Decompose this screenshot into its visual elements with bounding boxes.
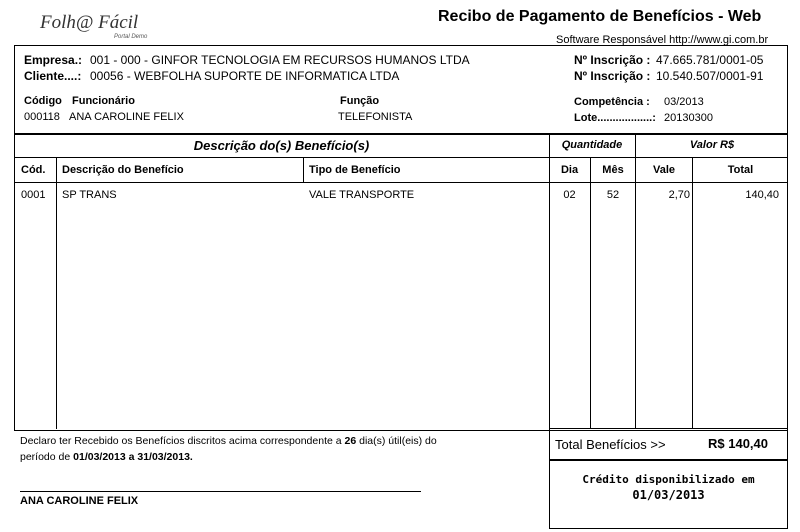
funcao-label: Função bbox=[340, 95, 380, 107]
valor-label: Valor R$ bbox=[689, 139, 735, 151]
row-tipo: VALE TRANSPORTE bbox=[309, 189, 415, 201]
funcionario-label: Funcionário bbox=[72, 95, 135, 107]
inscricao-1-value: 47.665.781/0001-05 bbox=[656, 53, 764, 67]
column-header-mes: Mês bbox=[602, 164, 624, 176]
credito-date: 01/03/2013 bbox=[632, 488, 705, 502]
divider bbox=[549, 133, 550, 429]
inscricao-2-value: 10.540.507/0001-91 bbox=[656, 69, 764, 83]
quantidade-label: Quantidade bbox=[561, 139, 623, 151]
declaration-line-1 bbox=[20, 435, 437, 447]
declaration-days: 26 bbox=[344, 435, 357, 447]
codigo-label: Código bbox=[24, 95, 62, 107]
row-vale: 2,70 bbox=[668, 189, 690, 201]
row-descricao: SP TRANS bbox=[62, 189, 117, 201]
divider bbox=[14, 182, 788, 183]
funcao-value: TELEFONISTA bbox=[338, 111, 413, 123]
divider bbox=[635, 133, 636, 429]
declaration-period: 01/03/2013 a 31/03/2013. bbox=[73, 451, 193, 463]
competencia-value: 03/2013 bbox=[664, 96, 704, 108]
row-mes: 52 bbox=[606, 189, 620, 201]
beneficios-table bbox=[14, 133, 788, 431]
cliente-value: 00056 - WEBFOLHA SUPORTE DE INFORMATICA LTDA bbox=[90, 69, 400, 83]
lote-value: 20130300 bbox=[664, 112, 713, 124]
divider bbox=[14, 157, 788, 158]
row-total: 140,40 bbox=[745, 189, 779, 201]
divider bbox=[303, 157, 304, 183]
row-cod: 0001 bbox=[21, 189, 46, 201]
declaration-text: período de bbox=[20, 451, 71, 463]
declaration-text: Declaro ter Recebido os Benefícios discritos acima correspondente a bbox=[20, 435, 342, 447]
total-value: R$ 140,40 bbox=[708, 436, 768, 451]
column-header-total: Total bbox=[727, 164, 754, 176]
credito-label: Crédito disponibilizado em bbox=[582, 473, 755, 486]
total-label: Total Benefícios >> bbox=[555, 437, 666, 452]
codigo-value: 000118 bbox=[24, 111, 60, 123]
inscricao-1-label: Nº Inscrição : bbox=[574, 53, 651, 67]
row-dia: 02 bbox=[563, 189, 576, 201]
declaration-line-2 bbox=[20, 451, 193, 463]
lote-label: Lote..................: bbox=[574, 112, 656, 124]
declaration-text: dia(s) útil(eis) do bbox=[359, 435, 437, 447]
logo bbox=[40, 6, 170, 46]
signature-line bbox=[20, 491, 421, 492]
empresa-label: Empresa.: bbox=[24, 53, 83, 67]
logo-subtext: Portal Demo bbox=[114, 34, 148, 40]
column-header-vale: Vale bbox=[652, 164, 676, 176]
empresa-value: 001 - 000 - GINFOR TECNOLOGIA EM RECURSOS HUMANOS LTDA bbox=[90, 53, 470, 67]
software-label: Software Responsável http://www.gi.com.br bbox=[556, 34, 769, 46]
logo-text: Folh@ Fácil bbox=[40, 12, 139, 33]
divider bbox=[56, 157, 57, 429]
column-header-cod: Cód. bbox=[21, 164, 46, 176]
cliente-label: Cliente....: bbox=[24, 69, 82, 83]
funcionario-value: ANA CAROLINE FELIX bbox=[69, 111, 184, 123]
signature-name: ANA CAROLINE FELIX bbox=[20, 495, 139, 507]
inscricao-2-label: Nº Inscrição : bbox=[574, 69, 651, 83]
section-title: Descrição do(s) Benefício(s) bbox=[193, 138, 370, 153]
page-title: Recibo de Pagamento de Benefícios - Web bbox=[438, 8, 762, 25]
column-header-descricao: Descrição do Benefício bbox=[62, 164, 184, 176]
column-header-tipo: Tipo de Benefício bbox=[309, 164, 401, 176]
competencia-label: Competência : bbox=[574, 96, 650, 108]
column-header-dia: Dia bbox=[560, 164, 579, 176]
